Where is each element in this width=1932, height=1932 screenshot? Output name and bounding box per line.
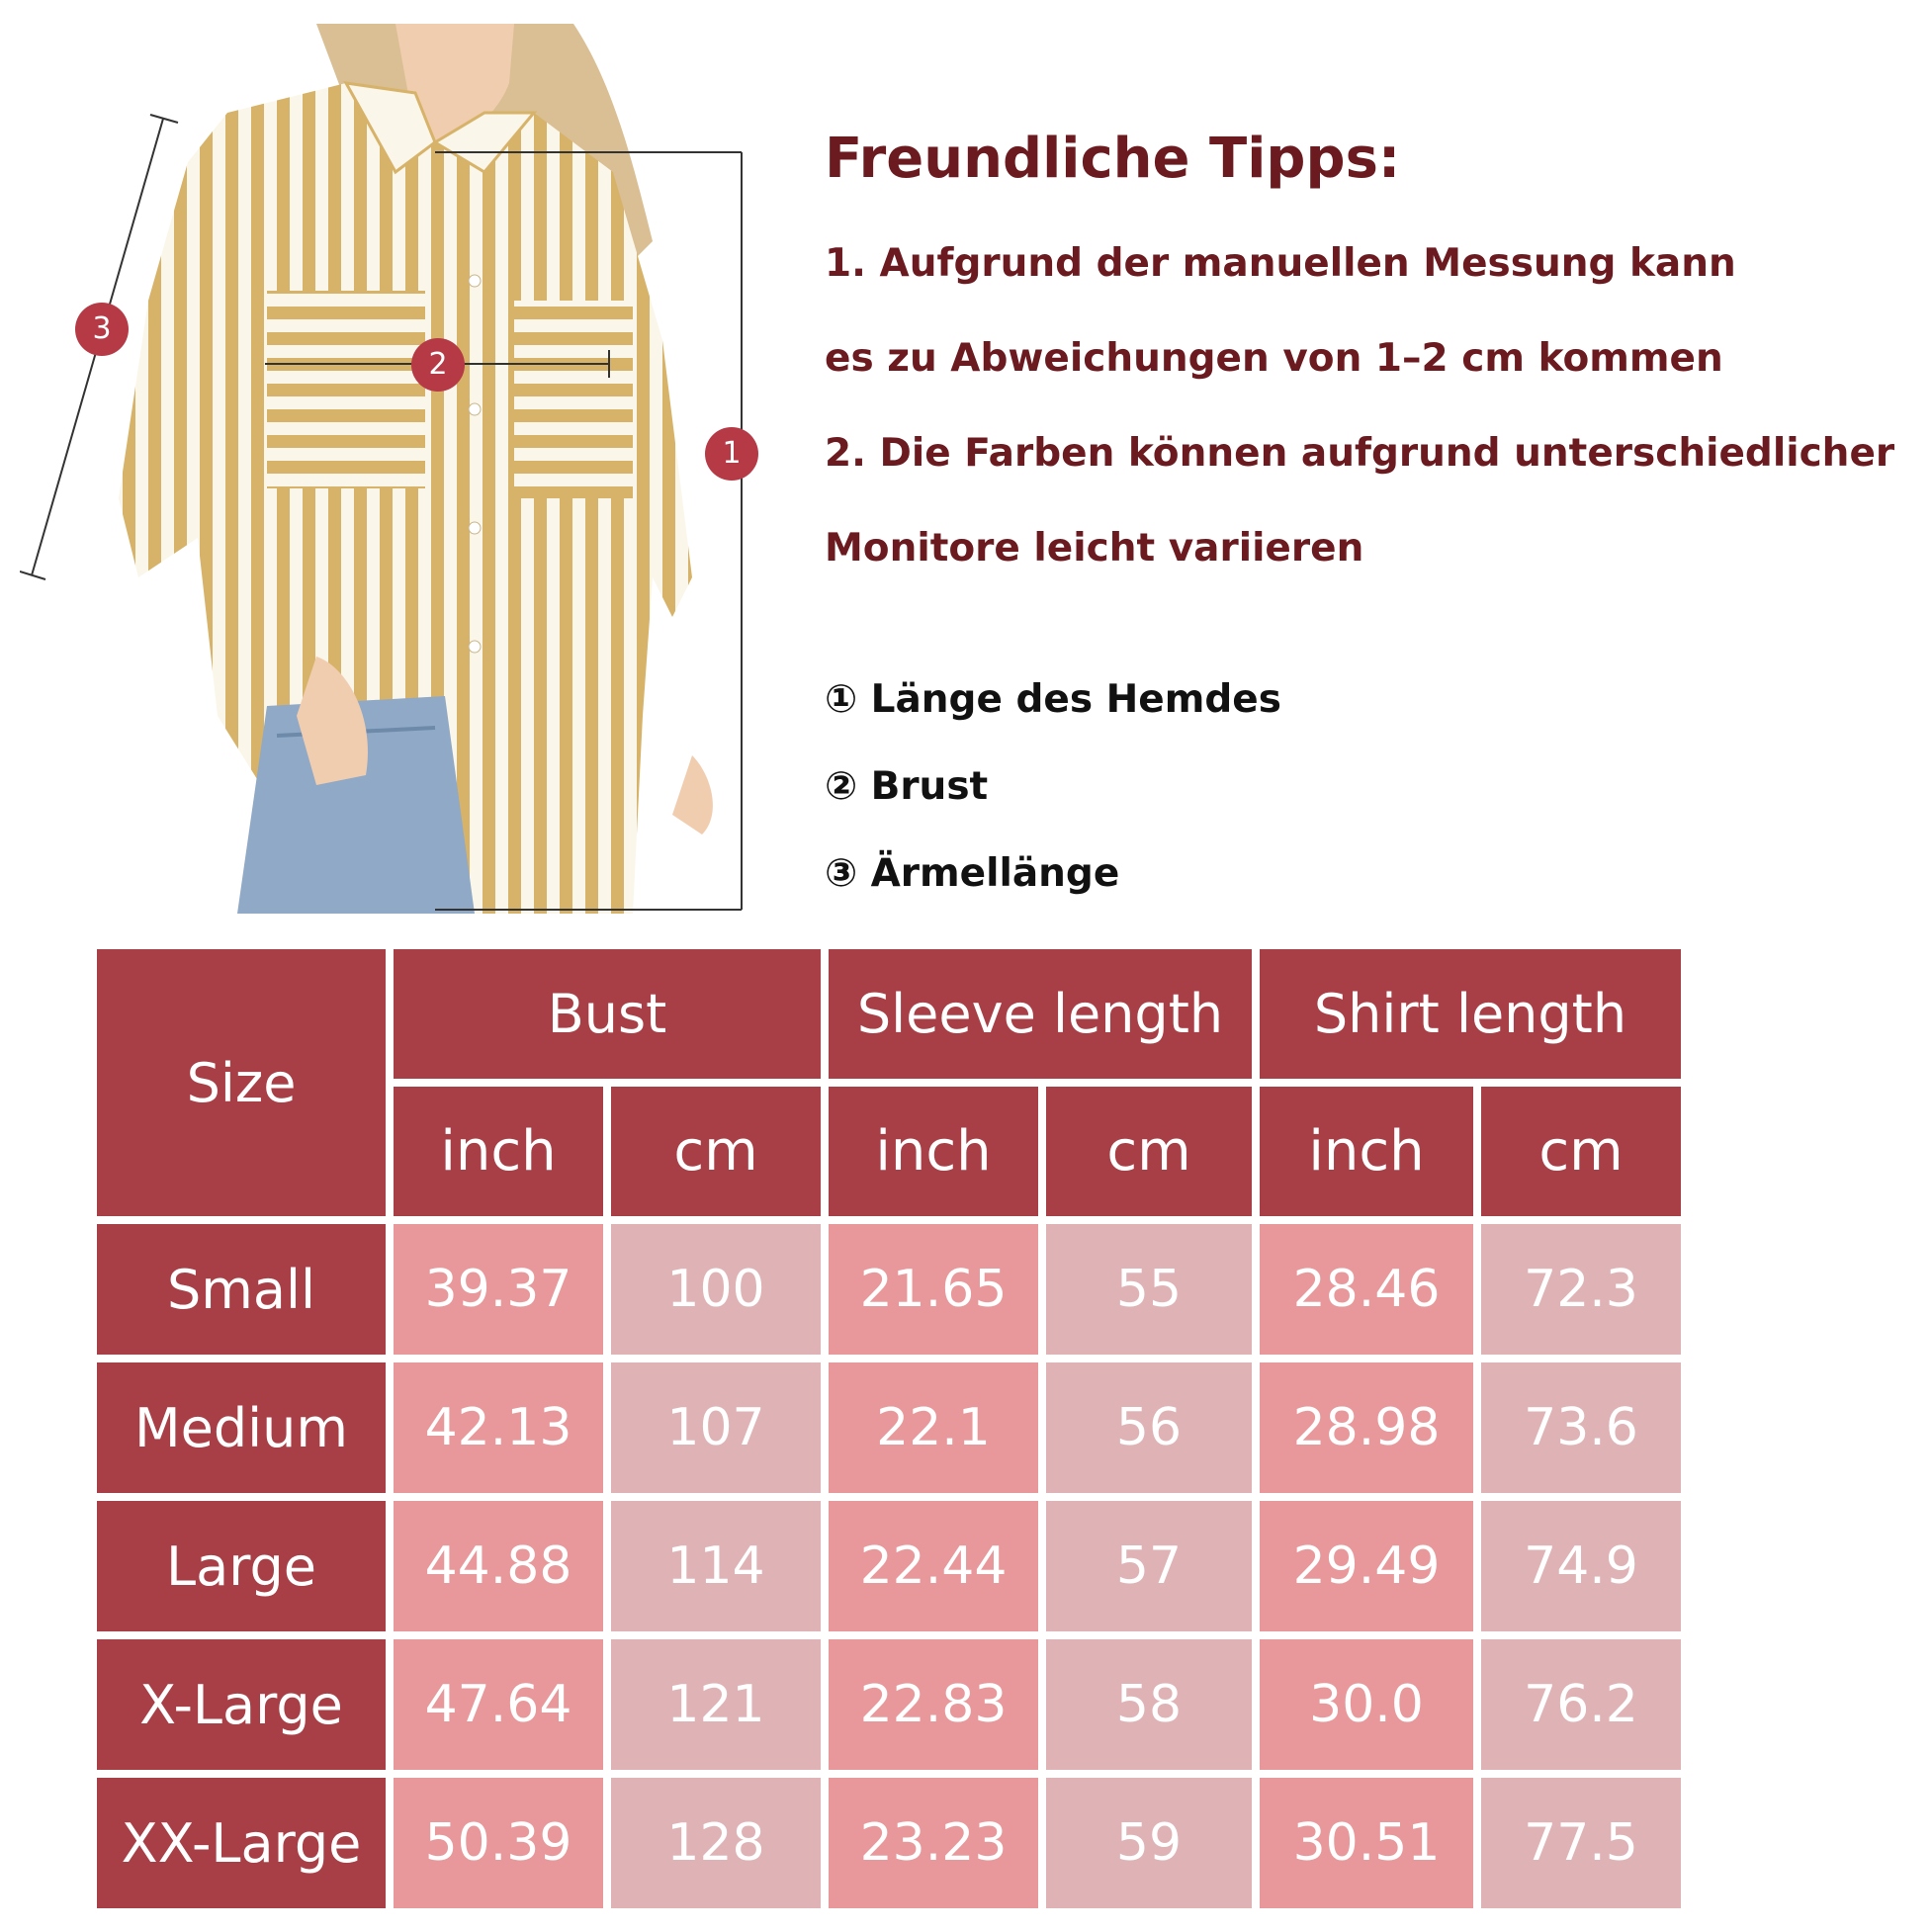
legend-bust: ② Brust <box>825 764 989 809</box>
table-cell: 44.88 <box>394 1501 603 1631</box>
unit-header: inch <box>394 1087 603 1216</box>
table-cell: 22.1 <box>829 1362 1038 1493</box>
table-cell: 23.23 <box>829 1778 1038 1908</box>
group-header-bust: Bust <box>394 949 821 1079</box>
table-row <box>97 1362 1681 1493</box>
table-cell: 128 <box>611 1778 821 1908</box>
table-cell: 47.64 <box>394 1639 603 1770</box>
table-row <box>97 1639 1681 1770</box>
table-cell: 74.9 <box>1481 1501 1681 1631</box>
table-cell: 30.51 <box>1260 1778 1473 1908</box>
table-cell: 57 <box>1046 1501 1252 1631</box>
table-cell: 72.3 <box>1481 1224 1681 1355</box>
size-label: X-Large <box>97 1639 386 1770</box>
table-cell: 114 <box>611 1501 821 1631</box>
table-row <box>97 1224 1681 1355</box>
size-label: Small <box>97 1224 386 1355</box>
table-cell: 50.39 <box>394 1778 603 1908</box>
table-cell: 100 <box>611 1224 821 1355</box>
tip-line: Monitore leicht variieren <box>825 526 1364 571</box>
size-header: Size <box>97 949 386 1216</box>
shirt-illustration <box>20 24 751 914</box>
model-photo <box>20 24 751 914</box>
unit-header: cm <box>611 1087 821 1216</box>
tip-line: 1. Aufgrund der manuellen Messung kann <box>825 241 1736 286</box>
size-chart-table <box>89 941 1689 1916</box>
table-cell: 22.44 <box>829 1501 1038 1631</box>
unit-header: inch <box>829 1087 1038 1216</box>
tip-line: 2. Die Farben können aufgrund unterschiedlicher <box>825 431 1895 476</box>
unit-header: cm <box>1046 1087 1252 1216</box>
table-cell: 30.0 <box>1260 1639 1473 1770</box>
unit-header: inch <box>1260 1087 1473 1216</box>
table-cell: 29.49 <box>1260 1501 1473 1631</box>
legend-shirt-length: ① Länge des Hemdes <box>825 677 1281 722</box>
legend-sleeve-length: ③ Ärmellänge <box>825 851 1120 896</box>
table-row <box>97 1501 1681 1631</box>
tips-section <box>825 127 1912 596</box>
table-cell: 42.13 <box>394 1362 603 1493</box>
table-cell: 73.6 <box>1481 1362 1681 1493</box>
size-label: Medium <box>97 1362 386 1493</box>
group-header-sleeve-length: Sleeve length <box>829 949 1252 1079</box>
table-cell: 21.65 <box>829 1224 1038 1355</box>
measurement-legend <box>825 657 1281 918</box>
table-row <box>97 1778 1681 1908</box>
unit-header: cm <box>1481 1087 1681 1216</box>
table-cell: 77.5 <box>1481 1778 1681 1908</box>
table-cell: 22.83 <box>829 1639 1038 1770</box>
table-cell: 121 <box>611 1639 821 1770</box>
table-cell: 28.98 <box>1260 1362 1473 1493</box>
table-cell: 39.37 <box>394 1224 603 1355</box>
tips-title: Freundliche Tipps: <box>825 127 1401 191</box>
tip-line: es zu Abweichungen von 1–2 cm kommen <box>825 336 1723 381</box>
group-header-shirt-length: Shirt length <box>1260 949 1681 1079</box>
table-cell: 76.2 <box>1481 1639 1681 1770</box>
table-cell: 56 <box>1046 1362 1252 1493</box>
marker-sleeve-length: 3 <box>75 303 129 356</box>
table-cell: 28.46 <box>1260 1224 1473 1355</box>
table-cell: 107 <box>611 1362 821 1493</box>
table-cell: 55 <box>1046 1224 1252 1355</box>
table-cell: 59 <box>1046 1778 1252 1908</box>
marker-bust: 2 <box>411 338 465 392</box>
table-cell: 58 <box>1046 1639 1252 1770</box>
size-label: Large <box>97 1501 386 1631</box>
marker-shirt-length: 1 <box>705 427 758 481</box>
size-label: XX-Large <box>97 1778 386 1908</box>
